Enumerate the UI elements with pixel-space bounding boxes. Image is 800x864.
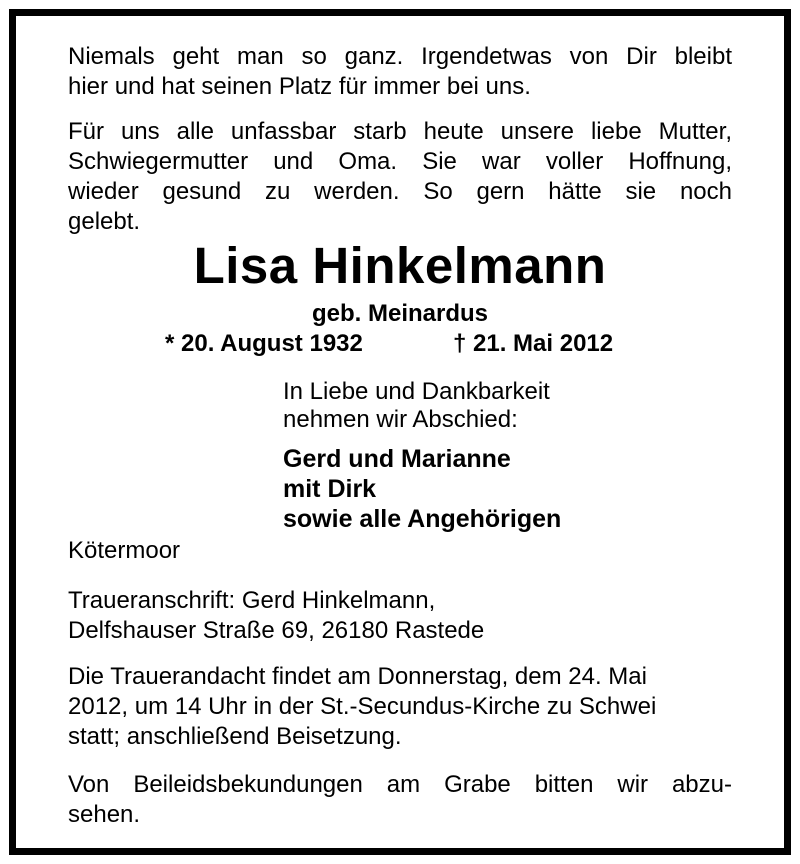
service-line: 2012, um 14 Uhr in der St.-Secundus-Kirche zu Schwei [68,693,657,720]
announcement-line: Für uns alle unfassbar starb heute unsere liebe Mutter, [68,118,732,145]
announcement-text [68,117,732,237]
address-line: Delfshauser Straße 69, 26180 Rastede [68,617,485,644]
maiden-name: geb. Meinardus [311,300,489,327]
mourners [283,444,561,534]
place-name: Kötermoor [68,537,181,564]
service-info [68,662,732,752]
mourner-line: mit Dirk [283,475,377,503]
death-date: † 21. Mai 2012 [453,330,614,357]
farewell-text [283,377,550,435]
intro-line: hier und hat seinen Platz für immer bei uns. [68,73,531,100]
intro-line: Niemals geht man so ganz. Irgendetwas von Dir bleibt [68,43,732,70]
mourner-line: Gerd und Marianne [283,445,511,473]
announcement-line: gelebt. [68,208,141,235]
birth-date: * 20. August 1932 [165,330,363,357]
mourning-address [68,586,732,646]
announcement-line: Schwiegermutter und Oma. Sie war voller Hoffnung, [68,148,732,175]
request-line: Von Beileidsbekundungen am Grabe bitten wir abzu- [68,771,732,798]
farewell-line: In Liebe und Dankbarkeit [283,378,550,405]
deceased-name: Lisa Hinkelmann [193,237,607,294]
intro-verse [68,42,732,102]
request-line: sehen. [68,801,141,828]
mourner-line: sowie alle Angehörigen [283,505,562,533]
farewell-line: nehmen wir Abschied: [283,406,518,433]
address-line: Traueranschrift: Gerd Hinkelmann, [68,587,436,614]
announcement-line: wieder gesund zu werden. So gern hätte sie noch [68,178,732,205]
service-line: Die Trauerandacht findet am Donnerstag, dem 24. Mai [68,663,647,690]
service-line: statt; anschließend Beisetzung. [68,723,402,750]
condolence-request [68,770,732,830]
